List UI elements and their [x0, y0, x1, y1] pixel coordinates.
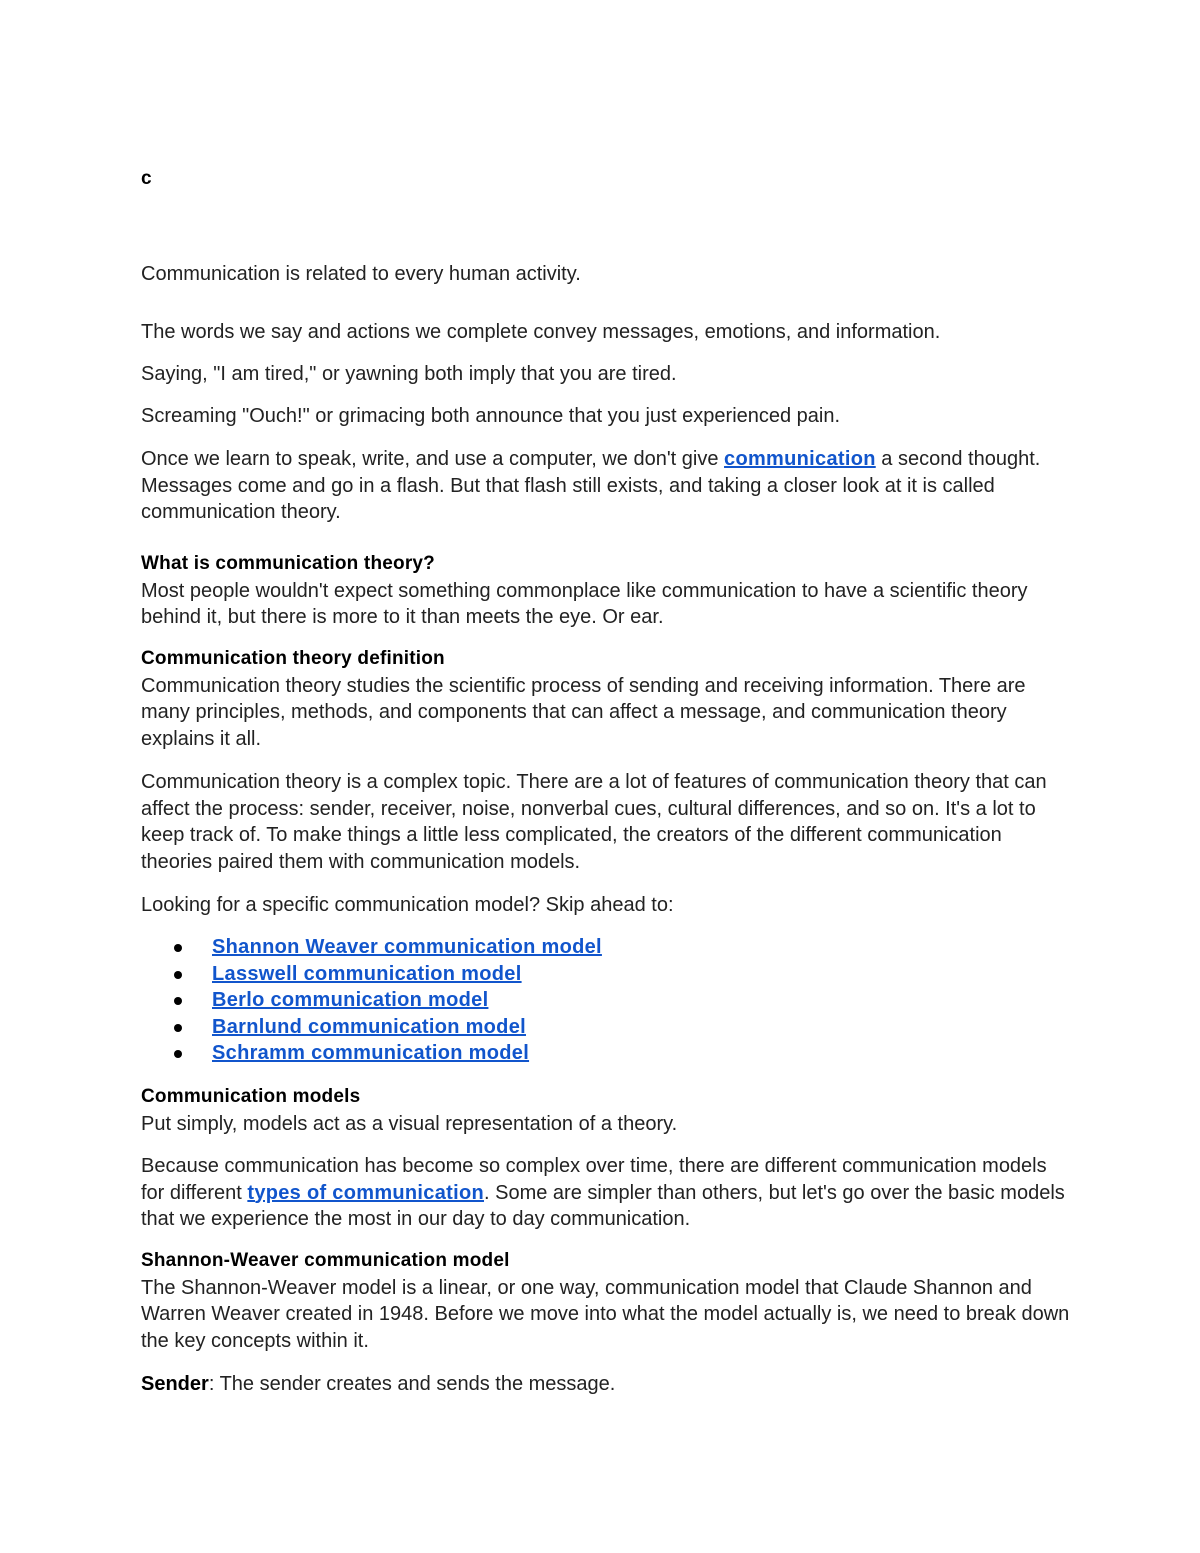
heading-shannon-weaver: Shannon-Weaver communication model	[141, 1250, 510, 1271]
list-item	[141, 934, 1071, 961]
sender-term: Sender	[141, 1373, 209, 1395]
bullet-icon	[174, 1050, 182, 1058]
skip-ahead-paragraph: Looking for a specific communication model? Skip ahead to:	[141, 894, 674, 916]
barnlund-link[interactable]: Barnlund communication model	[212, 1015, 526, 1038]
sender-definition: : The sender creates and sends the message.	[208, 1373, 616, 1395]
bullet-icon	[174, 997, 182, 1005]
flash-text-before: Once we learn to speak, write, and use a computer, we don't give	[141, 448, 725, 470]
lasswell-link[interactable]: Lasswell communication model	[212, 962, 522, 985]
models-body: Put simply, models act as a visual representation of a theory.	[141, 1112, 678, 1135]
page-letter: c	[141, 168, 152, 189]
section-shannon-weaver	[141, 1248, 1071, 1354]
bullet-icon	[174, 944, 182, 952]
what-is-body: Most people wouldn't expect something commonplace like communication to have a scientific theory behind it, but there is more to it than meets the eye. Or ear.	[141, 579, 1028, 628]
schramm-link[interactable]: Schramm communication model	[212, 1042, 530, 1064]
berlo-link[interactable]: Berlo communication model	[212, 989, 489, 1011]
model-links-list	[141, 934, 1071, 1067]
list-item	[141, 1014, 1071, 1041]
heading-definition: Communication theory definition	[141, 648, 445, 669]
list-item	[141, 1040, 1071, 1067]
types-text-before: Because communication has become so complex over time, there are different communication models for different	[141, 1155, 1047, 1204]
heading-models: Communication models	[141, 1086, 361, 1107]
definition-body: Communication theory studies the scientific process of sending and receiving information. There are many principles, methods, and components that can affect a message, and communication theory explains it all.	[141, 674, 1026, 750]
types-of-communication-link[interactable]: types of communication	[247, 1181, 484, 1204]
section-models	[141, 1084, 1071, 1137]
words-paragraph: The words we say and actions we complete convey messages, emotions, and information.	[141, 321, 941, 343]
heading-what-is: What is communication theory?	[141, 553, 435, 574]
section-definition	[141, 646, 1071, 752]
flash-paragraph	[141, 446, 1071, 526]
complex-topic-paragraph: Communication theory is a complex topic. There are a lot of features of communication theory that can affect the process: sender, receiver, noise, nonverbal cues, cultural differences, and so on. It's a lot to keep track of. To make things a little less complicated, the creators of the different communication theories paired them with communication models.	[141, 771, 1047, 873]
types-text-after: . Some are simpler than others, but let's go over the basic models that we experience the most in our day to day communication.	[141, 1181, 1065, 1230]
bullet-icon	[174, 971, 182, 979]
list-item	[141, 987, 1071, 1014]
pain-paragraph: Screaming "Ouch!" or grimacing both announce that you just experienced pain.	[141, 405, 841, 427]
flash-text-after: a second thought. Messages come and go in a flash. But that flash still exists, and taking a closer look at it is called communication theory.	[141, 448, 1041, 523]
intro-paragraph: Communication is related to every human activity.	[141, 263, 581, 285]
list-item	[141, 961, 1071, 988]
shannon-weaver-link[interactable]: Shannon Weaver communication model	[212, 936, 602, 958]
bullet-icon	[174, 1024, 182, 1032]
section-what-is	[141, 551, 1071, 631]
tired-paragraph: Saying, "I am tired," or yawning both imply that you are tired.	[141, 363, 677, 385]
sender-paragraph	[141, 1371, 1071, 1398]
types-paragraph	[141, 1153, 1071, 1233]
communication-link[interactable]: communication	[724, 448, 876, 470]
shannon-weaver-body: The Shannon-Weaver model is a linear, or one way, communication model that Claude Shannon and Warren Weaver created in 1948. Before we move into what the model actually is, we need to break down the key concepts within it.	[141, 1276, 1070, 1352]
